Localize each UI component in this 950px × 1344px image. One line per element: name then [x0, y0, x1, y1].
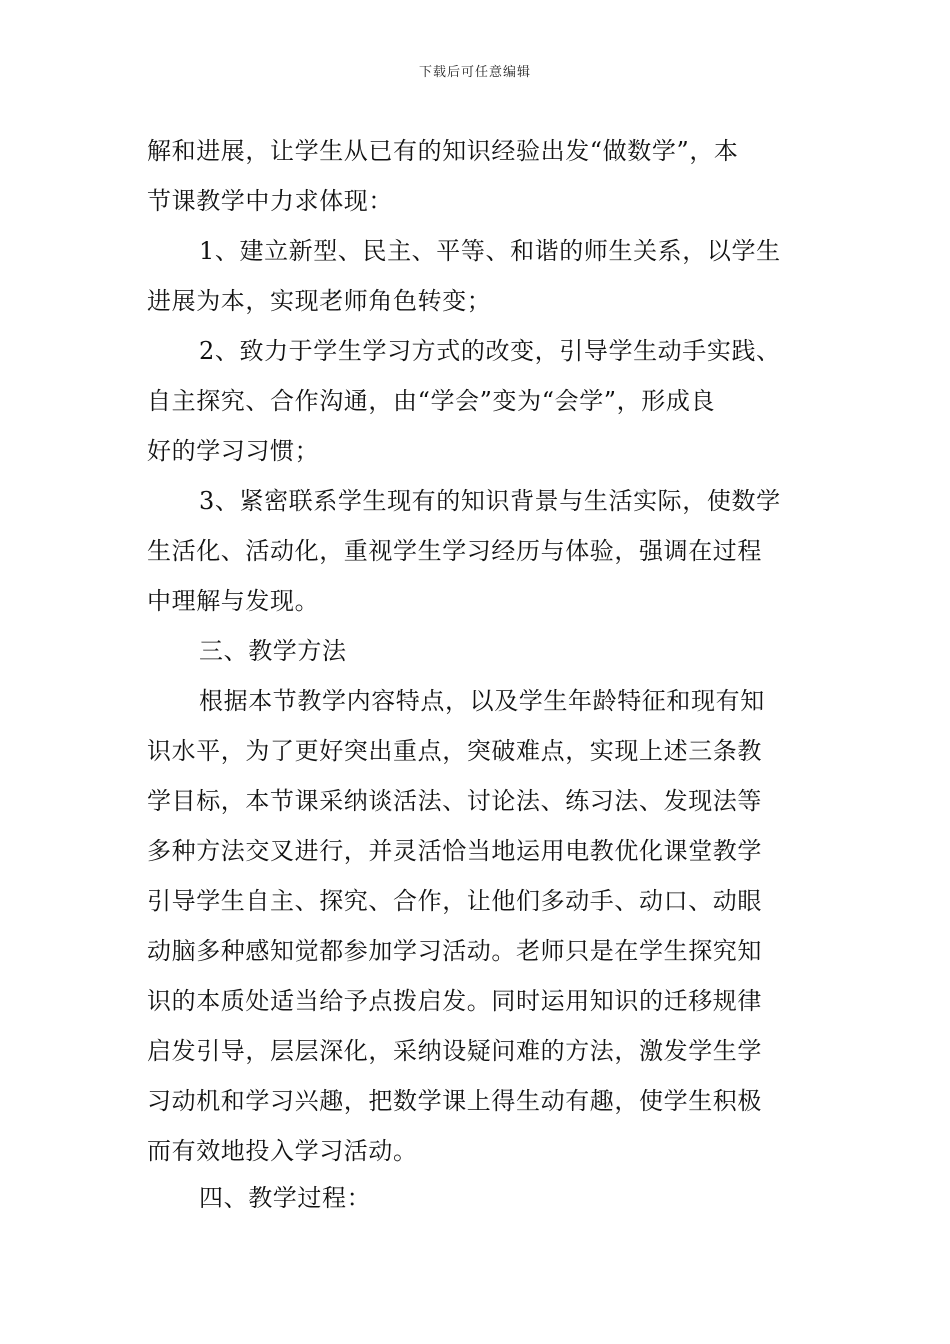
paragraph-line: 解和进展，让学生从已有的知识经验出发“做数学”，本	[147, 137, 739, 165]
list-item-3-line: 3、紧密联系学生现有的知识背景与生活实际，使数学	[199, 487, 781, 515]
paragraph-line: 根据本节教学内容特点，以及学生年龄特征和现有知	[199, 687, 765, 715]
list-item-2-line: 自主探究、合作沟通，由“学会”变为“会学”，形成良	[147, 387, 716, 415]
paragraph-line: 而有效地投入学习活动。	[147, 1137, 418, 1165]
paragraph-line: 动脑多种感知觉都参加学习活动。老师只是在学生探究知	[147, 937, 762, 965]
list-item-3-line: 生活化、活动化，重视学生学习经历与体验，强调在过程	[147, 537, 762, 565]
list-item-3-line: 中理解与发现。	[147, 587, 320, 615]
paragraph-line: 识水平，为了更好突出重点，突破难点，实现上述三条教	[147, 737, 762, 765]
list-item-2-line: 2、致力于学生学习方式的改变，引导学生动手实践、	[199, 337, 781, 365]
paragraph-line: 引导学生自主、探究、合作，让他们多动手、动口、动眼	[147, 887, 762, 915]
page-header: 下载后可任意编辑	[418, 65, 531, 80]
paragraph-line: 识的本质处适当给予点拨启发。同时运用知识的迁移规律	[147, 987, 762, 1015]
paragraph-line: 节课教学中力求体现：	[147, 187, 393, 215]
list-item-2-line: 好的学习习惯；	[147, 437, 320, 465]
paragraph-line: 习动机和学习兴趣，把数学课上得生动有趣，使学生积极	[147, 1087, 762, 1115]
document-body	[147, 126, 807, 1176]
paragraph-line: 启发引导，层层深化，采纳设疑问难的方法，激发学生学	[147, 1037, 762, 1065]
list-item-1-line: 1、建立新型、民主、平等、和谐的师生关系，以学生	[199, 237, 781, 265]
section-heading-3: 三、教学方法	[199, 637, 347, 665]
list-item-1-line: 进展为本，实现老师角色转变；	[147, 287, 492, 315]
paragraph-line: 多种方法交叉进行，并灵活恰当地运用电教优化课堂教学	[147, 837, 762, 865]
section-heading-4: 四、教学过程：	[199, 1184, 372, 1212]
paragraph-line: 学目标，本节课采纳谈活法、讨论法、练习法、发现法等	[147, 787, 762, 815]
